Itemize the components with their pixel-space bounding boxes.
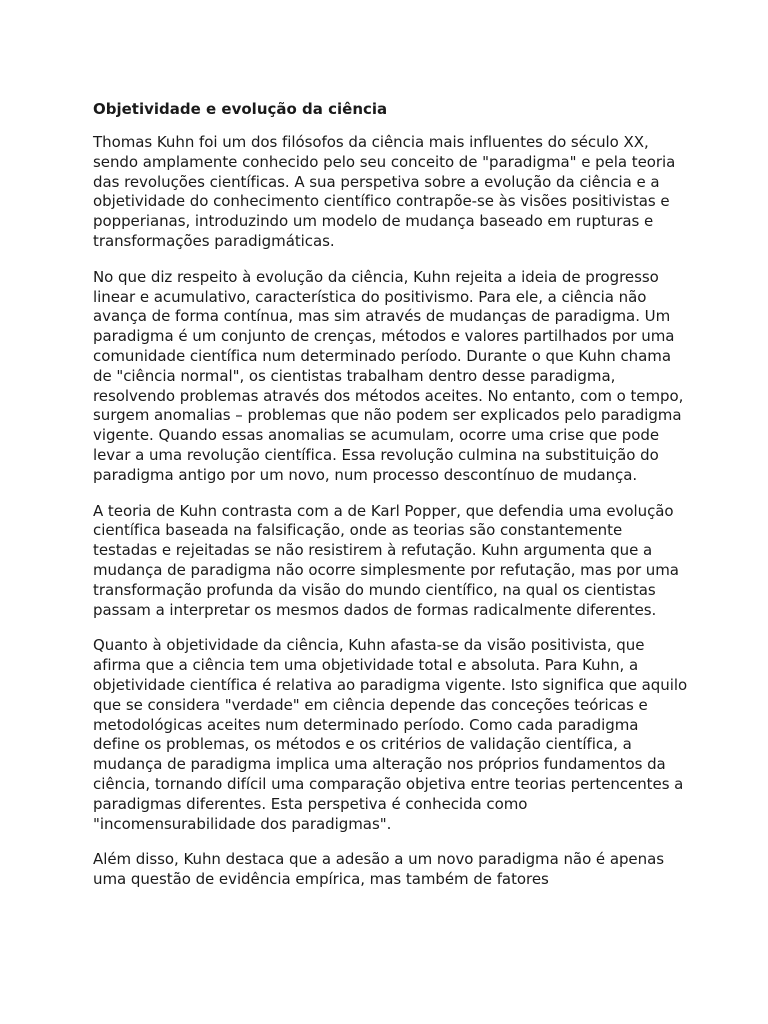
paragraph-popper: A teoria de Kuhn contrasta com a de Karl Popper, que defendia uma evolução científica baseada na falsificação, onde as teorias são constantemente testadas e rejeitadas se não resistirem à refutação. Kuhn argumenta que a mudança de paradigma não ocorre simplesmente por refutação, mas por uma transformação profunda da visão do mundo científico, na qual os cientistas passam a interpretar os mesmos dados de formas radicalmente diferentes. (93, 501, 679, 619)
paragraph-evolution: No que diz respeito à evolução da ciência, Kuhn rejeita a ideia de progresso linear e acumulativo, característica do positivismo. Para ele, a ciência não avança de forma contínua, mas sim através de mudanças de paradigma. Um paradigma é um conjunto de crenças, métodos e valores partilhados por uma comunidade científica num determinado período. Durante o que Kuhn chama de "ciência normal", os cientistas trabalham dentro desse paradigma, resolvendo problemas através dos métodos aceites. No entanto, com o tempo, surgem anomalias – problemas que não podem ser explicados pelo paradigma vigente. Quando essas anomalias se acumulam, ocorre uma crise que pode levar a uma revolução científica. Essa revolução culmina na substituição do paradigma antigo por um novo, num processo descontínuo de mudança. (93, 267, 684, 484)
document-title: Objetividade e evolução da ciência (93, 100, 388, 118)
paragraph-objectivity: Quanto à objetividade da ciência, Kuhn afasta-se da visão positivista, que afirma que a ciência tem uma objetividade total e absoluta. Para Kuhn, a objetividade científica é relativa ao paradigma vigente. Isto significa que aquilo que se considera "verdade" em ciência depende das conceções teóricas e metodológicas aceites num determinado período. Como cada paradigma define os problemas, os métodos e os critérios de validação científica, a mudança de paradigma implica uma alteração nos próprios fundamentos da ciência, tornando difícil uma comparação objetiva entre teorias pertencentes a paradigmas diferentes. Esta perspetiva é conhecida como "incomensurabilidade dos paradigmas". (93, 636, 688, 833)
paragraph-intro: Thomas Kuhn foi um dos filósofos da ciência mais influentes do século XX, sendo amplamente conhecido pelo seu conceito de "paradigma" e pela teoria das revoluções científicas. A sua perspetiva sobre a evolução da ciência e a objetividade do conhecimento científico contrapõe-se às visões positivistas e popperianas, introduzindo um modelo de mudança baseado em rupturas e transformações paradigmáticas. (93, 133, 676, 250)
paragraph-adhesion: Além disso, Kuhn destaca que a adesão a um novo paradigma não é apenas uma questão de evidência empírica, mas também de fatores (93, 850, 664, 889)
